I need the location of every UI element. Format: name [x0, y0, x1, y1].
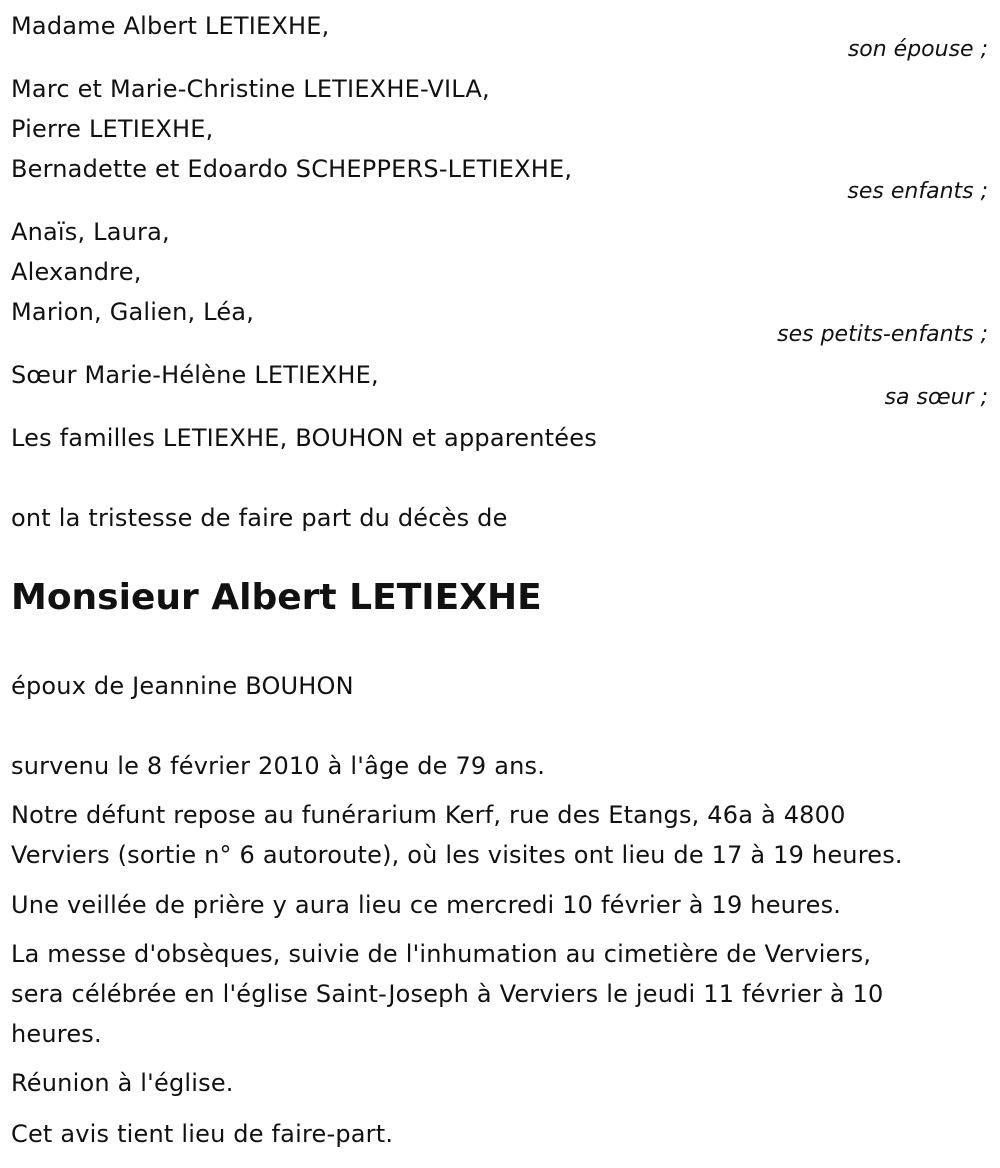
sister-line: Sœur Marie-Hélène LETIEXHE,	[11, 361, 379, 389]
death-info: survenu le 8 février 2010 à l'âge de 79 ans.	[11, 752, 546, 780]
grandchild-line: Anaïs, Laura,	[11, 218, 170, 246]
sister-relation: sa sœur ;	[884, 385, 988, 410]
funeral-line: heures.	[11, 1020, 102, 1048]
grandchildren-relation: ses petits-enfants ;	[777, 322, 988, 347]
announcement-intro: ont la tristesse de faire part du décès de	[11, 504, 508, 532]
funeral-line: La messe d'obsèques, suivie de l'inhumation au cimetière de Verviers,	[11, 940, 872, 968]
spouse-line: Madame Albert LETIEXHE,	[11, 12, 330, 40]
meeting-line: Réunion à l'église.	[11, 1069, 234, 1097]
repose-line: Verviers (sortie n° 6 autoroute), où les visites ont lieu de 17 à 19 heures.	[11, 841, 903, 869]
child-line: Bernadette et Edoardo SCHEPPERS-LETIEXHE,	[11, 155, 573, 183]
closing-line: Cet avis tient lieu de faire-part.	[11, 1120, 394, 1148]
child-line: Marc et Marie-Christine LETIEXHE-VILA,	[11, 75, 490, 103]
repose-line: Notre défunt repose au funérarium Kerf, rue des Etangs, 46a à 4800	[11, 801, 846, 829]
funeral-line: sera célébrée en l'église Saint-Joseph à Verviers le jeudi 11 février à 10	[11, 980, 884, 1008]
vigil-line: Une veillée de prière y aura lieu ce mercredi 10 février à 19 heures.	[11, 891, 842, 919]
children-relation: ses enfants ;	[847, 179, 988, 204]
grandchild-line: Alexandre,	[11, 258, 142, 286]
deceased-name: Monsieur Albert LETIEXHE	[11, 577, 542, 618]
spouse-of: époux de Jeannine BOUHON	[11, 672, 354, 700]
child-line: Pierre LETIEXHE,	[11, 115, 214, 143]
spouse-relation: son épouse ;	[847, 37, 988, 62]
families-line: Les familles LETIEXHE, BOUHON et apparentées	[11, 424, 597, 452]
grandchild-line: Marion, Galien, Léa,	[11, 298, 255, 326]
